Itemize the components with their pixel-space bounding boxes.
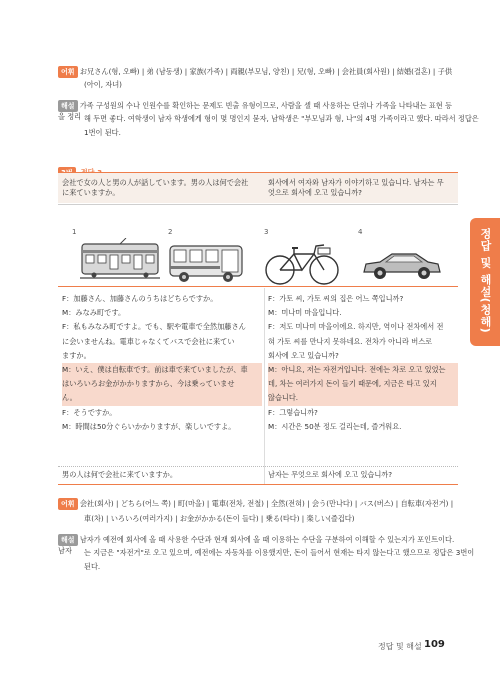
car-icon bbox=[360, 246, 442, 282]
vocab-tag: 어휘 bbox=[58, 66, 78, 78]
footer-section: 정답 및 해설 bbox=[378, 642, 422, 651]
dialogue-line: M：時間は50分ぐらいかかりますが、楽しいですよ。 bbox=[62, 421, 236, 431]
section-tab bbox=[470, 218, 500, 346]
question-kr-line: 회사에서 여자와 남자가 이야기하고 있습니다. 남자는 무 bbox=[268, 178, 444, 187]
explanation-line: 가족 구성원의 수나 인원수를 확인하는 문제도 빈출 유형이므로, 사람을 셀 때 사용하는 단위나 가족을 나타내는 표현 등을 정리 bbox=[58, 101, 452, 121]
dialogue-line: F：そうですか。 bbox=[62, 407, 117, 417]
choice-number: 3 bbox=[264, 228, 269, 236]
choice-number: 2 bbox=[168, 228, 173, 236]
dialogue-line: 혀 가토 씨를 만나지 못하네요. 전차가 아니라 버스로 bbox=[268, 336, 433, 346]
final-question-jp: 男の人は何で会社に来ていますか。 bbox=[62, 470, 178, 479]
question-kr-line: 엇으로 회사에 오고 있습니까? bbox=[268, 188, 362, 197]
dialogue-line-highlight: はいろいろお金がかかりますから、今は乗っていませ bbox=[62, 377, 262, 391]
question-jp bbox=[62, 178, 262, 198]
explanation-tag: 해설 bbox=[58, 534, 78, 546]
page-number: 109 bbox=[424, 639, 445, 650]
divider bbox=[58, 484, 458, 485]
vocab-section-1 bbox=[58, 66, 458, 78]
vocab-line: (아이, 자녀) bbox=[84, 80, 122, 89]
dialogue-line: M：미나미 마을입니다. bbox=[268, 308, 342, 318]
explanation-line: 된다. bbox=[84, 562, 101, 571]
section-tab-label: 정답 및 해설(청해) bbox=[479, 228, 492, 334]
bus-icon bbox=[168, 242, 244, 284]
dialogue-line: ますか。 bbox=[62, 350, 91, 360]
column-divider bbox=[264, 288, 265, 484]
explanation-line: 남자가 예전에 회사에 올 때 사용한 수단과 현재 회사에 올 때 이용하는 수단을 구분하여 이해할 수 있는지가 포인트이다. 남자 bbox=[58, 535, 455, 555]
question-jp-line: に来ていますか。 bbox=[62, 188, 120, 197]
explanation-line: 1번이 된다. bbox=[84, 128, 121, 137]
vocab-line: 会社(회사) | どちら(어느 쪽) | 町(마을) | 電車(전차, 전철) | 全然(전혀) | 会う(만나다) | バス(버스) | 自転車(자전거) | bbox=[79, 499, 454, 508]
dialogue-jp bbox=[62, 292, 262, 434]
explanation-line: 해 두면 좋다. 여학생이 남자 학생에게 형이 몇 명인지 묻자, 남학생은 "부모님과 형, 나"의 4명 가족이라고 했다. 따라서 정답은 bbox=[84, 114, 479, 123]
explanation-tag: 해설 bbox=[58, 100, 78, 112]
vocab-tag: 어휘 bbox=[58, 498, 78, 510]
bicycle-icon bbox=[262, 240, 342, 286]
dialogue-line: 회사에 오고 있습니까? bbox=[268, 350, 339, 360]
train-icon bbox=[80, 238, 160, 284]
vocab-section-2 bbox=[58, 498, 458, 510]
dialogue-line: F：私もみなみ町ですよ。でも、駅や電車で全然加藤さん bbox=[62, 322, 246, 332]
dialogue-line: F：저도 미나미 마을이에요. 하지만, 역이나 전차에서 전 bbox=[268, 322, 444, 332]
dialogue-line-highlight: 데, 차는 여러가지 돈이 들기 때문에, 지금은 타고 있지 bbox=[268, 377, 458, 391]
dialogue-line: F：그렇습니까? bbox=[268, 407, 318, 417]
dialogue-line: M：みなみ町です。 bbox=[62, 308, 126, 318]
dialogue-line-highlight: M：아니요, 저는 자전거입니다. 전에는 차로 오고 있었는 bbox=[268, 363, 458, 377]
divider bbox=[58, 466, 458, 467]
dialogue-kr bbox=[268, 292, 458, 434]
choice-number: 1 bbox=[72, 228, 77, 236]
choice-number: 4 bbox=[358, 228, 363, 236]
vocab-line: 車(차) | いろいろ(여러가지) | お金がかかる(돈이 들다) | 乗る(타다) | 楽しい(즐겁다) bbox=[84, 514, 355, 523]
divider bbox=[58, 204, 458, 205]
dialogue-line-highlight: 않습니다. bbox=[268, 391, 458, 405]
question-jp-line: 会社で女の人と男の人が話しています。男の人は何で会社 bbox=[62, 178, 249, 187]
dialogue-line-highlight: M：いえ、僕は自転車です。前は車で来ていましたが、車 bbox=[62, 363, 262, 377]
question-kr bbox=[268, 178, 458, 198]
dialogue-line: F：加藤さん、加藤さんのうちはどちらですか。 bbox=[62, 294, 218, 303]
dialogue-line: M：시간은 50분 정도 걸리는데, 즐거워요. bbox=[268, 421, 402, 431]
dialogue-line: F：가토 씨, 가토 씨의 집은 어느 쪽입니까? bbox=[268, 294, 404, 303]
dialogue-line: に会いませんね。電車じゃなくてバスで会社に来てい bbox=[62, 336, 235, 346]
explanation-line: 는 지금은 "자전거"로 오고 있으며, 예전에는 자동차를 이용했지만, 돈이 들어서 현재는 타지 않는다고 했으므로 정답은 3번이 bbox=[84, 548, 475, 557]
divider bbox=[58, 286, 458, 287]
final-question-kr: 남자는 무엇으로 회사에 오고 있습니까? bbox=[268, 470, 393, 479]
dialogue-line-highlight: ん。 bbox=[62, 391, 262, 405]
vocab-line: お兄さん(형, 오빠) | 弟 (남동생) | 家族(가족) | 両親(부모님, 양친) | 兄(형, 오빠) | 会社員(회사원) | 結婚(결혼) | 子供 bbox=[79, 67, 453, 76]
